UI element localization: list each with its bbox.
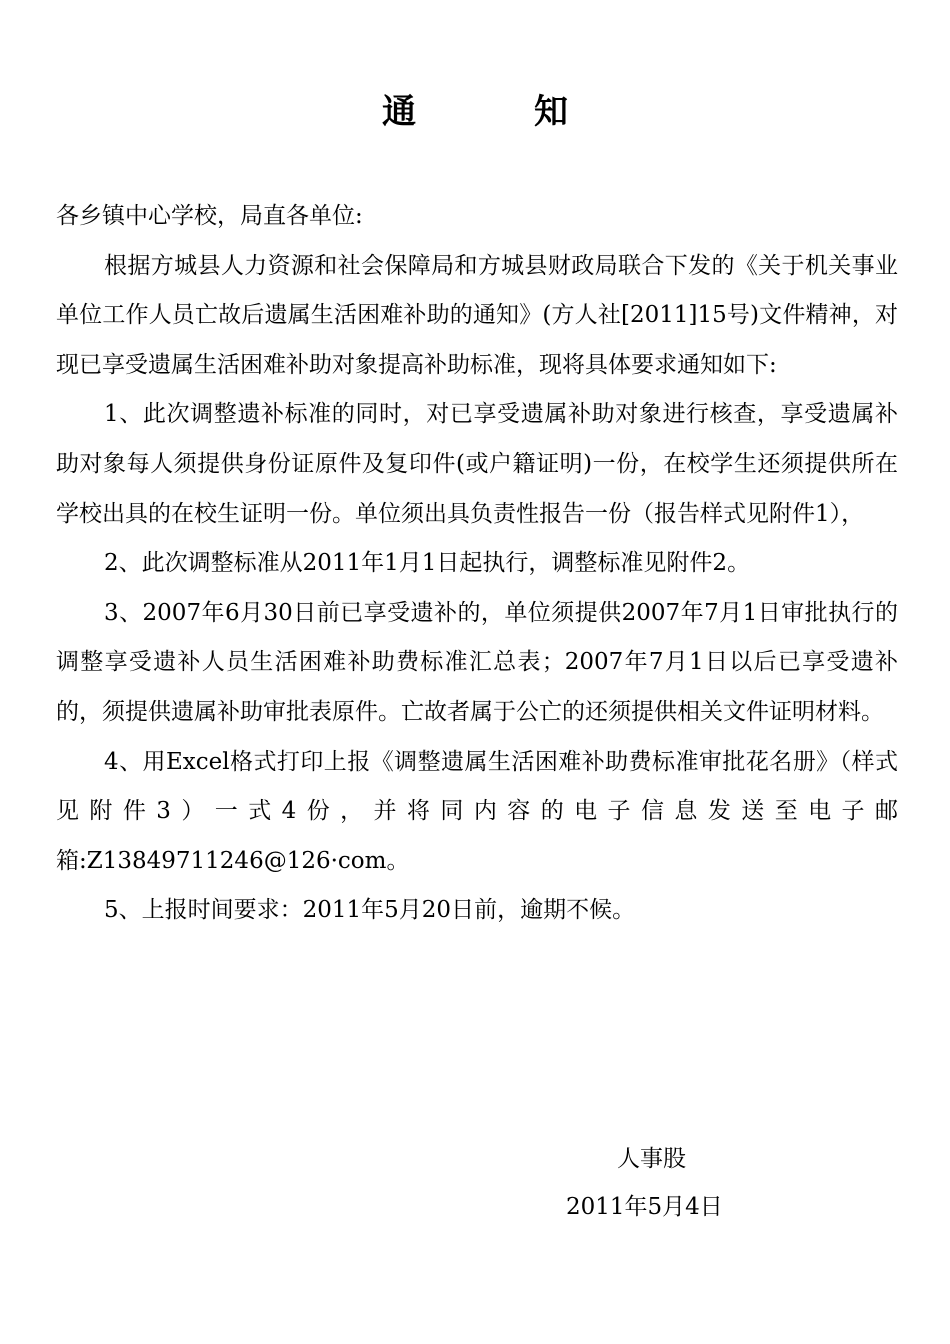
salutation: 各乡镇中心学校，局直各单位: bbox=[56, 203, 363, 229]
item-2-paragraph: 2、此次调整标准从2011年1月1日起执行，调整标准见附件2。 bbox=[104, 550, 751, 577]
item-3-paragraph: 3、2007年6月30日前已享受遗补的，单位须提供2007年7月1日审批执行的调整享受遗补人员生活困难补助费标准汇总表；2007年7月1日以后已享受遗补的，须提供遗属补助审批表原件。亡故者属于公亡的还须提供相关文件证明材料。 bbox=[56, 599, 898, 725]
item-1-paragraph: 1、此次调整遗补标准的同时，对已享受遗属补助对象进行核查，享受遗属补助对象每人须提供身份证原件及复印件(或户籍证明)一份，在校学生还须提供所在学校出具的在校生证明一份。单位须出具负责性报告一份（报告样式见附件1）， bbox=[56, 401, 898, 527]
signature-department: 人事股 bbox=[617, 1146, 686, 1172]
document-title bbox=[0, 88, 950, 136]
item-4-paragraph: 4、用Excel格式打印上报《调整遗属生活困难补助费标准审批花名册》（样式见附件3）一式4份，并将同内容的电子信息发送至电子邮箱:Z13849711246@126·com。 bbox=[56, 748, 898, 874]
document-body bbox=[56, 192, 898, 936]
intro-paragraph: 根据方城县人力资源和社会保障局和方城县财政局联合下发的《关于机关事业单位工作人员亡故后遗属生活困难补助的通知》(方人社[2011]15号)文件精神，对现已享受遗属生活困难补助对象提高补助标准，现将具体要求通知如下: bbox=[56, 252, 898, 378]
signature-date: 2011年5月4日 bbox=[566, 1194, 723, 1220]
item-5-paragraph: 5、上报时间要求：2011年5月20日前，逾期不候。 bbox=[104, 897, 636, 924]
title-char-2: 知 bbox=[534, 92, 568, 132]
title-char-1: 通 bbox=[382, 92, 416, 132]
